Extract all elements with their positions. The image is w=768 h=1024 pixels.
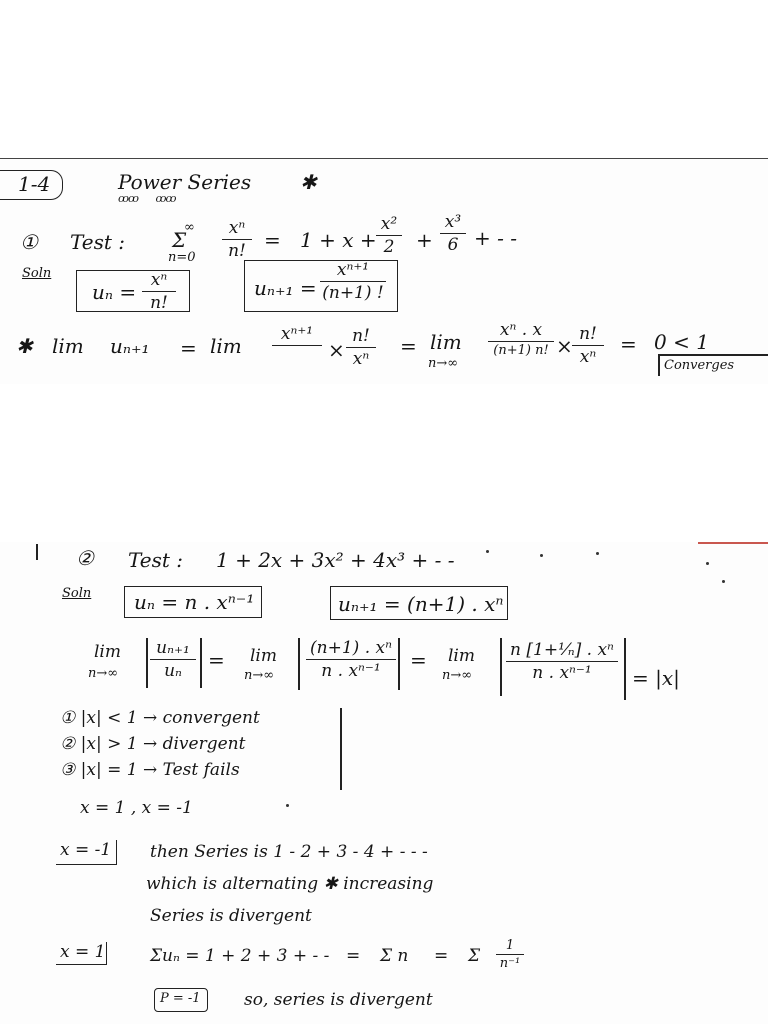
- sigma-upper: ∞: [184, 220, 195, 235]
- sigma-symbol: Σ: [172, 228, 187, 252]
- fraction-2: n! xⁿ: [346, 326, 376, 369]
- expansion-term-2: x² 2: [376, 214, 402, 257]
- section-number: 1-4: [18, 172, 51, 196]
- ratio-fraction-1: uₙ₊₁ uₙ: [150, 638, 196, 681]
- topic-title: Power Series: [118, 170, 252, 194]
- question-number: ①: [20, 230, 38, 254]
- ratio-fraction-2: (n+1) . xⁿ n . xⁿ⁻¹: [306, 638, 396, 681]
- speck: [706, 562, 709, 565]
- lim-3-sub: n→∞: [442, 668, 473, 683]
- abs-bar: [200, 638, 202, 688]
- fraction-3: xⁿ . x (n+1) n!: [488, 320, 554, 358]
- speck: [722, 580, 725, 583]
- limit-result: 0 < 1: [654, 330, 709, 354]
- un-expression: uₙ = n . xⁿ⁻¹: [134, 590, 255, 614]
- case-pos-conclusion: so, series is divergent: [244, 990, 433, 1010]
- page-rule: [0, 158, 768, 159]
- conclusion-bracket-top: [658, 354, 768, 356]
- speck: [486, 550, 489, 553]
- lim-3: lim: [448, 646, 475, 666]
- speck: [540, 554, 543, 557]
- un-label: uₙ =: [92, 280, 137, 304]
- times-2: ×: [556, 334, 573, 358]
- solution-label: Soln: [22, 266, 52, 281]
- case-pos-sigma-n: Σ n: [380, 946, 409, 966]
- equals-1: =: [180, 336, 197, 360]
- equals-sign: =: [264, 228, 281, 252]
- case-pos-eq-1: =: [346, 946, 361, 966]
- divider-line: [340, 708, 342, 790]
- case-neg-line-3: Series is divergent: [150, 906, 312, 926]
- un1-term: uₙ₊₁: [110, 334, 150, 358]
- fraction-1: xⁿ⁺¹: [272, 324, 322, 347]
- abs-bar: [500, 638, 502, 696]
- expansion-tail: + - -: [474, 226, 517, 250]
- speck: [286, 804, 289, 807]
- case-neg-line-2: which is alternating ✱ increasing: [146, 874, 434, 894]
- abs-bar: [398, 638, 400, 690]
- case-pos-label: x = 1: [60, 942, 106, 962]
- test-values: x = 1 , x = -1: [80, 798, 193, 818]
- lim-3: lim: [430, 330, 462, 354]
- star-mark: ✱: [300, 170, 317, 194]
- ratio-fraction-3: n [1+¹⁄ₙ] . xⁿ n . xⁿ⁻¹: [506, 640, 618, 683]
- conclusion-text: Converges: [664, 358, 735, 373]
- lim-1: lim: [94, 642, 121, 662]
- solution-label: Soln: [62, 586, 92, 601]
- notebook-page-2: [0, 542, 768, 1024]
- case-pos-sigma: Σ: [468, 946, 481, 966]
- equals-3: =: [620, 332, 637, 356]
- speck: [596, 552, 599, 555]
- case-pos-sum: Σuₙ = 1 + 2 + 3 + - -: [150, 946, 330, 966]
- un1-fraction: xⁿ⁺¹ (n+1) !: [320, 260, 386, 303]
- un1-expression: uₙ₊₁ = (n+1) . xⁿ: [338, 592, 504, 616]
- abs-bar: [146, 638, 148, 688]
- case-neg-label: x = -1: [60, 840, 112, 860]
- series-term: xⁿ n!: [222, 218, 252, 261]
- notebook-page-1: [0, 158, 768, 384]
- case-neg-line-1: then Series is 1 - 2 + 3 - 4 + - - -: [150, 842, 428, 862]
- conclusion-bracket: [658, 354, 660, 376]
- expansion-start: 1 + x +: [300, 228, 377, 252]
- question-label: Test :: [128, 548, 184, 572]
- sigma-lower: n=0: [168, 250, 196, 265]
- lim-2-sub: n→∞: [244, 668, 275, 683]
- fraction-4: n! xⁿ: [572, 324, 604, 367]
- un-fraction: xⁿ n!: [142, 270, 176, 313]
- lim-1: lim: [52, 334, 84, 358]
- lim-2: lim: [250, 646, 277, 666]
- times-1: ×: [328, 338, 345, 362]
- case-pos-eq-2: =: [434, 946, 449, 966]
- plus-sign: +: [416, 228, 433, 252]
- case-1: ① |x| < 1 → convergent: [60, 708, 260, 728]
- lim-1-sub: n→∞: [88, 666, 119, 681]
- title-underline: ꝏꝏ ꝏꝏ: [118, 192, 176, 205]
- case-2: ② |x| > 1 → divergent: [60, 734, 246, 754]
- un1-label: uₙ₊₁ =: [254, 276, 317, 300]
- series-expression: 1 + 2x + 3x² + 4x³ + - -: [216, 548, 455, 572]
- equals-2: =: [410, 648, 427, 672]
- abs-bar: [624, 638, 626, 700]
- ratio-result: = |x|: [632, 666, 680, 690]
- margin-tick: [36, 544, 38, 560]
- abs-bar: [298, 638, 300, 690]
- equals-2: =: [400, 334, 417, 358]
- lim-2: lim: [210, 334, 242, 358]
- page-edge-mark: [698, 542, 768, 544]
- equals-1: =: [208, 648, 225, 672]
- case-3: ③ |x| = 1 → Test fails: [60, 760, 240, 780]
- lim-3-sub: n→∞: [428, 356, 459, 371]
- expansion-term-3: x³ 6: [440, 212, 466, 255]
- star-mark-2: ✱: [16, 334, 33, 358]
- question-label: Test :: [70, 230, 126, 254]
- p-value: P = -1: [160, 991, 201, 1006]
- case-pos-fraction: 1 n⁻¹: [496, 938, 524, 971]
- question-number: ②: [76, 546, 94, 570]
